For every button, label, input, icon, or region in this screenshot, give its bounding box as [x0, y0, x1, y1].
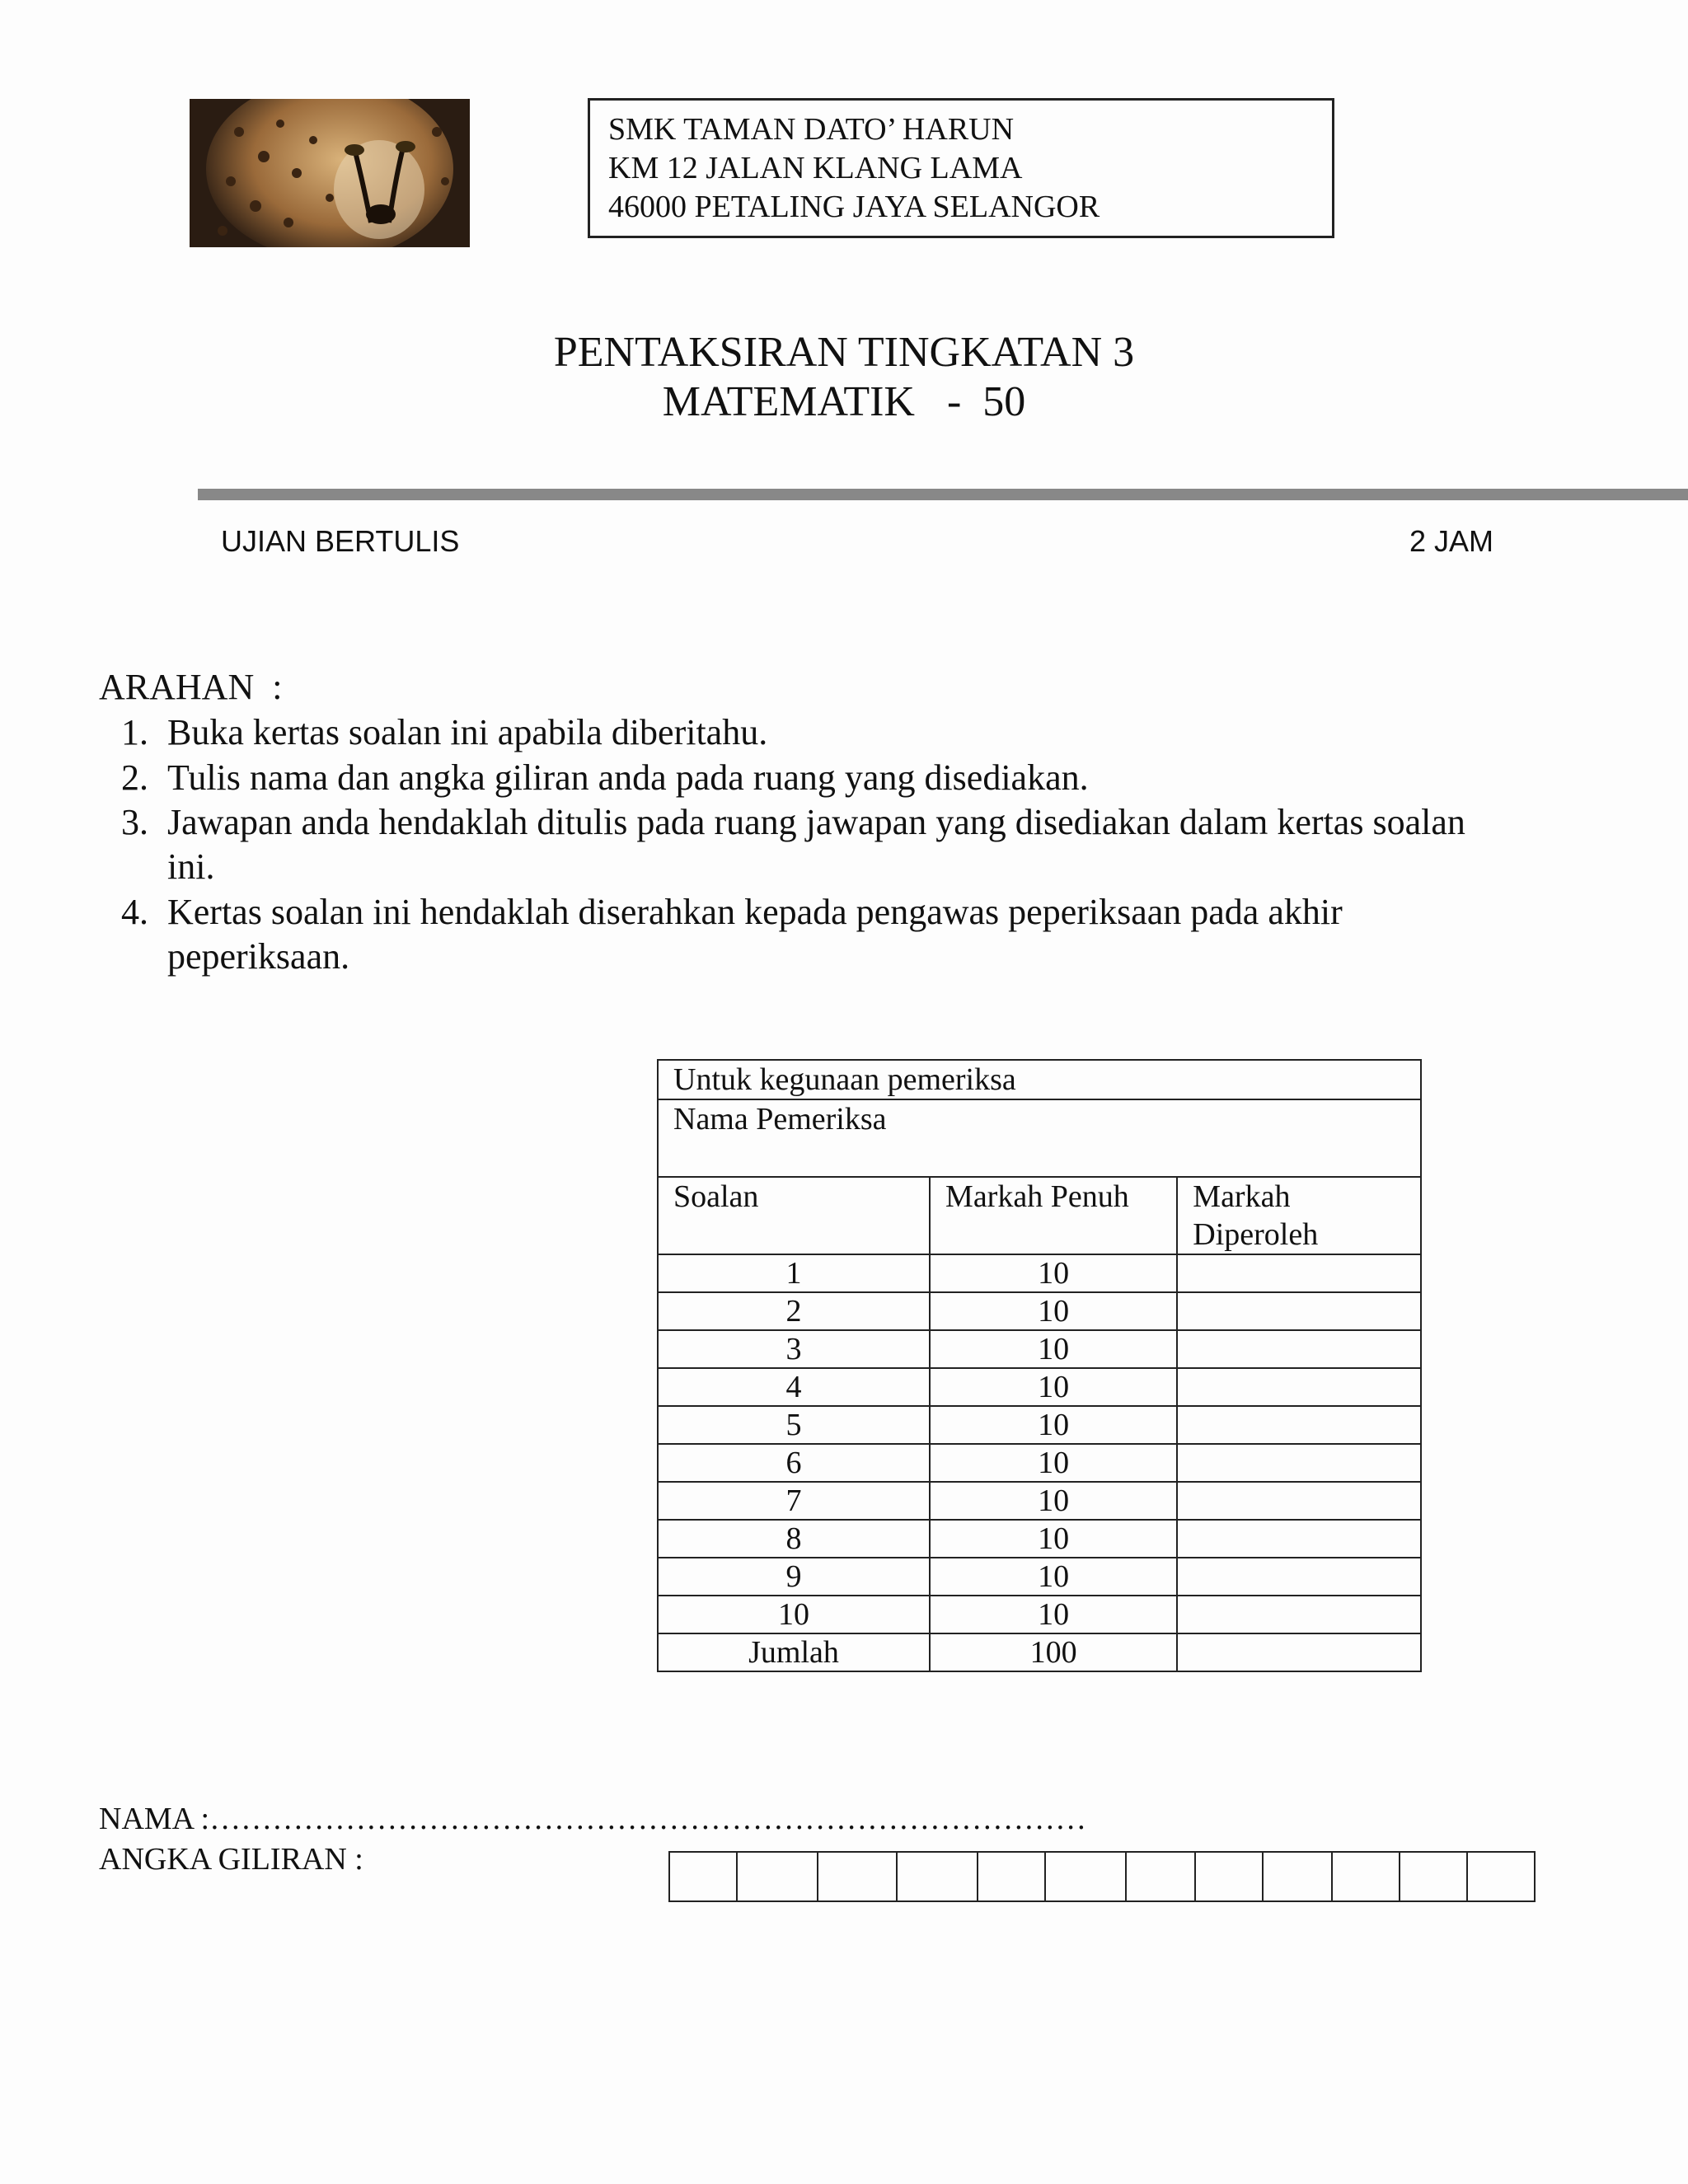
- school-logo-image: [190, 99, 470, 247]
- table-row: [658, 1406, 1421, 1444]
- index-digit-box[interactable]: [978, 1852, 1045, 1901]
- index-number-label: ANGKA GILIRAN :: [99, 1842, 363, 1877]
- full-marks-cell: 10: [930, 1406, 1177, 1444]
- instruction-number: 3.: [121, 802, 148, 842]
- table-row: [658, 1520, 1421, 1558]
- table-row: [658, 1596, 1421, 1633]
- marks-obtained-cell[interactable]: [1177, 1406, 1421, 1444]
- index-digit-box[interactable]: [1126, 1852, 1195, 1901]
- index-digit-box[interactable]: [1045, 1852, 1126, 1901]
- table-row: [658, 1558, 1421, 1596]
- marks-obtained-cell[interactable]: [1177, 1520, 1421, 1558]
- question-cell: Jumlah: [658, 1633, 930, 1671]
- question-cell: 7: [658, 1482, 930, 1520]
- candidate-name-field[interactable]: NAMA :…………………………………………………………………………: [99, 1802, 1087, 1836]
- index-number-boxes: [668, 1851, 1536, 1902]
- table-header: Untuk kegunaan pemeriksa: [658, 1060, 1421, 1099]
- marks-obtained-cell[interactable]: [1177, 1292, 1421, 1330]
- cheetah-icon: [190, 99, 470, 247]
- full-marks-cell: 10: [930, 1558, 1177, 1596]
- full-marks-cell: 10: [930, 1596, 1177, 1633]
- instruction-text: ini.: [167, 846, 215, 887]
- school-address-box: [588, 98, 1334, 238]
- full-marks-cell: 10: [930, 1444, 1177, 1482]
- full-marks-cell: 100: [930, 1633, 1177, 1671]
- full-marks-cell: 10: [930, 1368, 1177, 1406]
- exam-duration: 2 JAM: [1409, 524, 1494, 558]
- address-line: KM 12 JALAN KLANG LAMA: [608, 151, 1023, 185]
- question-cell: 9: [658, 1558, 930, 1596]
- question-cell: 2: [658, 1292, 930, 1330]
- question-cell: 5: [658, 1406, 930, 1444]
- full-marks-cell: 10: [930, 1330, 1177, 1368]
- column-header: Markah Penuh: [930, 1177, 1177, 1254]
- instruction-text: Jawapan anda hendaklah ditulis pada ruang jawapan yang disediakan dalam kertas soalan: [167, 802, 1465, 842]
- index-digit-box[interactable]: [1467, 1852, 1535, 1901]
- instruction-number: 1.: [121, 712, 148, 752]
- table-row: [658, 1330, 1421, 1368]
- column-header: Markah Diperoleh: [1177, 1177, 1421, 1254]
- full-marks-cell: 10: [930, 1292, 1177, 1330]
- marks-obtained-cell[interactable]: [1177, 1596, 1421, 1633]
- index-digit-box[interactable]: [1195, 1852, 1263, 1901]
- instruction-text: Tulis nama dan angka giliran anda pada ruang yang disediakan.: [167, 757, 1089, 798]
- index-digit-box[interactable]: [1400, 1852, 1467, 1901]
- question-cell: 10: [658, 1596, 930, 1633]
- table-row: [658, 1292, 1421, 1330]
- instruction-number: 2.: [121, 757, 148, 798]
- address-line: 46000 PETALING JAYA SELANGOR: [608, 190, 1100, 224]
- index-digit-box[interactable]: [1332, 1852, 1400, 1901]
- question-cell: 6: [658, 1444, 930, 1482]
- marks-obtained-cell[interactable]: [1177, 1254, 1421, 1292]
- index-digit-box[interactable]: [737, 1852, 818, 1901]
- exam-type: UJIAN BERTULIS: [221, 524, 460, 558]
- instruction-text: Kertas soalan ini hendaklah diserahkan kepada pengawas peperiksaan pada akhir: [167, 892, 1343, 932]
- marks-obtained-cell[interactable]: [1177, 1368, 1421, 1406]
- marks-obtained-cell[interactable]: [1177, 1330, 1421, 1368]
- table-row: [658, 1368, 1421, 1406]
- full-marks-cell: 10: [930, 1254, 1177, 1292]
- index-digit-box[interactable]: [669, 1852, 737, 1901]
- index-digit-box[interactable]: [818, 1852, 897, 1901]
- full-marks-cell: 10: [930, 1482, 1177, 1520]
- table-total-row: [658, 1633, 1421, 1671]
- table-row: [658, 1254, 1421, 1292]
- marks-obtained-cell[interactable]: [1177, 1633, 1421, 1671]
- divider: [198, 489, 1688, 500]
- full-marks-cell: 10: [930, 1520, 1177, 1558]
- marks-obtained-cell[interactable]: [1177, 1482, 1421, 1520]
- examiner-marks-table: [657, 1059, 1422, 1672]
- instructions-heading: ARAHAN :: [99, 667, 283, 707]
- marks-obtained-cell[interactable]: [1177, 1558, 1421, 1596]
- instruction-text: peperiksaan.: [167, 936, 350, 977]
- table-row: [658, 1482, 1421, 1520]
- question-cell: 1: [658, 1254, 930, 1292]
- marks-obtained-cell[interactable]: [1177, 1444, 1421, 1482]
- question-cell: 4: [658, 1368, 930, 1406]
- instruction-number: 4.: [121, 892, 148, 932]
- question-cell: 8: [658, 1520, 930, 1558]
- exam-subject: MATEMATIK - 50: [662, 378, 1026, 425]
- examiner-name-field[interactable]: Nama Pemeriksa: [658, 1099, 1421, 1177]
- table-row: [658, 1444, 1421, 1482]
- index-digit-box[interactable]: [1263, 1852, 1332, 1901]
- index-digit-box[interactable]: [897, 1852, 978, 1901]
- instruction-text: Buka kertas soalan ini apabila diberitahu.: [167, 712, 768, 752]
- question-cell: 3: [658, 1330, 930, 1368]
- exam-title: PENTAKSIRAN TINGKATAN 3: [553, 329, 1135, 376]
- address-line: SMK TAMAN DATO’ HARUN: [608, 112, 1015, 147]
- column-header: Soalan: [658, 1177, 930, 1254]
